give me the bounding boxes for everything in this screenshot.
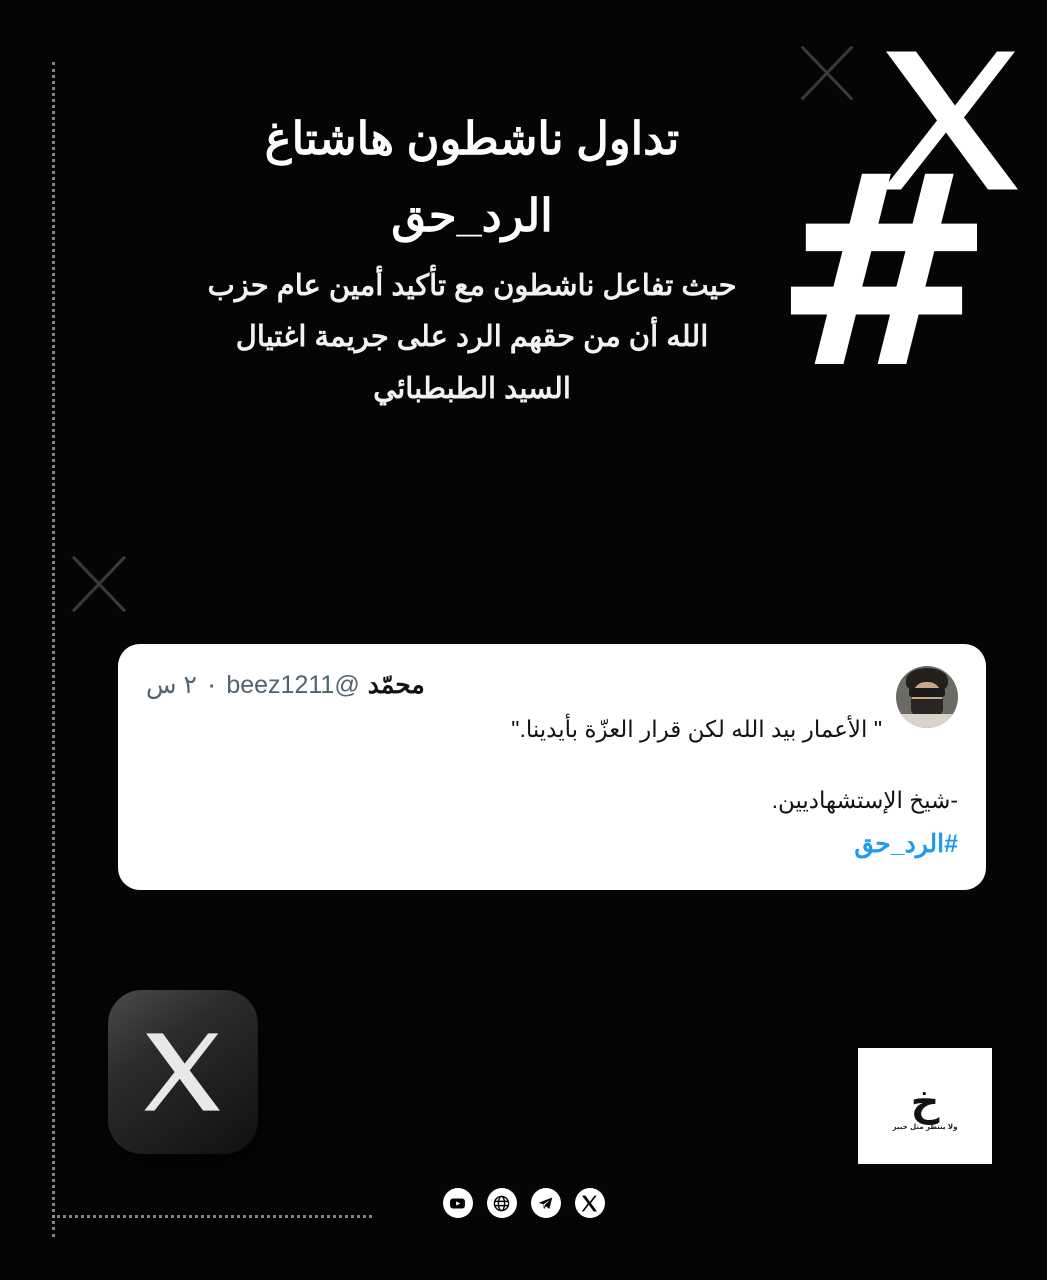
hashtag-glyph-watermark: #: [772, 119, 989, 427]
tweet-timestamp: ٢ س: [146, 671, 197, 699]
channel-logo-subtext: ولا ينتظر مثل خبير: [892, 1122, 958, 1131]
page-title: تداول ناشطون هاشتاغ الرد_حق: [264, 113, 680, 242]
telegram-icon[interactable]: [531, 1188, 561, 1218]
channel-logo: [858, 1048, 992, 1164]
headline-block: [207, 100, 737, 416]
avatar: [896, 666, 958, 728]
tweet-hashtag-link[interactable]: #الرد_حق: [854, 830, 958, 859]
tweet-header: [146, 666, 958, 748]
youtube-icon[interactable]: [443, 1188, 473, 1218]
x-icon[interactable]: [575, 1188, 605, 1218]
channel-logo-letter: خ: [910, 1078, 940, 1125]
tweet-quote-text: " الأعمار بيد الله لكن قرار العزّة بأيدينا.": [511, 716, 882, 742]
tweet-meta: [146, 670, 882, 700]
tweet-separator: ٠: [204, 671, 219, 699]
social-links-strip: [0, 1188, 1047, 1218]
tweet-handle[interactable]: @beez1211: [226, 671, 360, 699]
x-icon-outline-top: [797, 42, 857, 104]
tweet-body: [146, 782, 958, 865]
channel-logo-mark: [892, 1078, 958, 1131]
x-app-icon[interactable]: [108, 990, 258, 1154]
tweet-card[interactable]: [118, 644, 986, 890]
page-subtitle: حيث تفاعل ناشطون مع تأكيد أمين عام حزب الله أن من حقهم الرد على جريمة اغتيال السيد الطبطبائي: [207, 269, 737, 405]
x-icon-outline-middle: [68, 552, 130, 616]
dotted-border-vertical: [52, 62, 55, 1237]
globe-icon[interactable]: [487, 1188, 517, 1218]
tweet-display-name: محمّد: [367, 671, 425, 699]
avatar-shirt: [898, 714, 956, 728]
tweet-meta-wrapper: [146, 666, 882, 748]
avatar-glasses: [909, 688, 945, 697]
tweet-attribution: -شيخ الإستشهاديين.: [771, 786, 958, 813]
